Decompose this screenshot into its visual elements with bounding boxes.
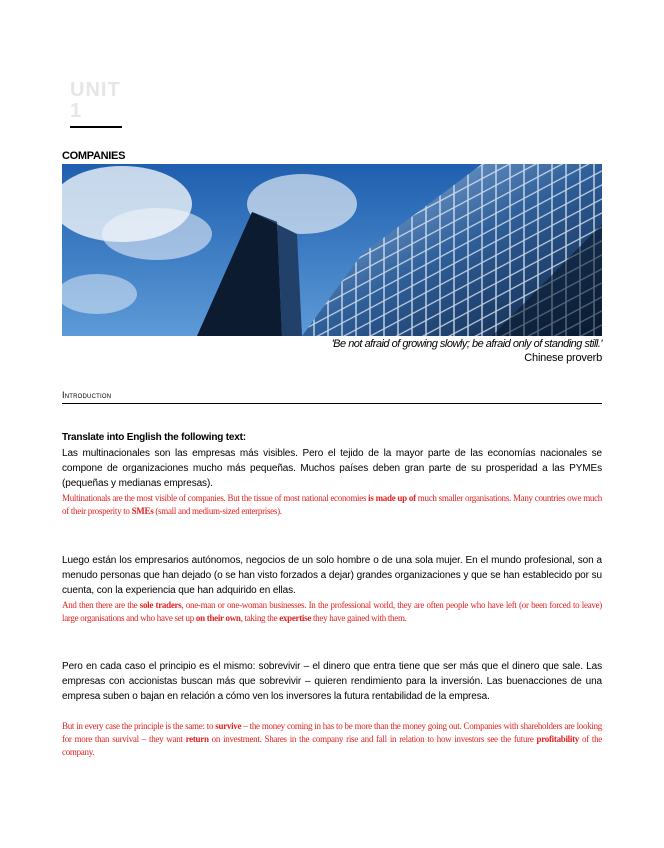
english-paragraph-3: But in every case the principle is the same: to survive – the money coming in has to be more than the money going out. Companies with shareholders are looking for more than survival – they want return on investment. Shares in the company rise and fall in relation to how investors see the future profitability of the company. xyxy=(62,721,602,757)
key-term: expertise xyxy=(279,613,312,623)
introduction-heading: Introduction xyxy=(62,390,112,400)
skyscraper-image xyxy=(62,164,602,336)
unit-label xyxy=(70,80,121,122)
key-term: is made up of xyxy=(368,493,416,503)
english-paragraph-2: And then there are the sole traders, one-man or one-woman businesses. In the professional world, they are often people who have left (or been forced to leave) large organisations and who have set up on their own, taking the expertise they have gained with them. xyxy=(62,600,602,623)
unit-underline xyxy=(70,126,122,128)
key-term: sole traders xyxy=(139,600,182,610)
key-term: SMEs xyxy=(131,506,154,516)
key-term: on their own xyxy=(195,613,241,623)
introduction-rule xyxy=(62,403,602,404)
spanish-paragraph-3: Pero en cada caso el principio es el mismo: sobrevivir – el dinero que entra tiene que ser más que el dinero que sale. Las empresas con accionistas buscan más que sobrevivir – quieren rendimiento para la inversión. Las buenacciones de una empresa suben o bajan en relación a cómo ven los inversores la futura rentabilidad de la empresa. xyxy=(62,661,602,702)
english-paragraph-1: Multinationals are the most visible of companies. But the tissue of most national economies is made up of much smaller organisations. Many countries owe much of their prosperity to SMEs (small and medium-sized enterprises). xyxy=(62,493,602,516)
skyscraper-photo xyxy=(62,164,602,336)
proverb-source: Chinese proverb xyxy=(524,352,602,364)
unit-number: 1 xyxy=(70,100,83,122)
unit-word: UNIT xyxy=(70,79,121,101)
key-term: profitability xyxy=(536,734,579,744)
task-heading: Translate into English the following text: xyxy=(62,432,246,443)
spanish-paragraph-1: Las multinacionales son las empresas más visibles. Pero el tejido de la mayor parte de las economías nacionales se compone de organizaciones mucho más pequeñas. Muchos países deben gran parte de su prosperidad a las PYMEs (pequeñas y medianas empresas). xyxy=(62,448,602,489)
key-term: return xyxy=(185,734,209,744)
section-title: COMPANIES xyxy=(62,150,126,162)
spanish-paragraph-2: Luego están los empresarios autónomos, negocios de un solo hombre o de una sola mujer. En el mundo profesional, son a menudo personas que han dejado (o se han visto forzados a dejar) grandes organizaciones y que se han establecido por su cuenta, con la experiencia que han adquirido en ellas. xyxy=(62,555,602,596)
proverb-quote: 'Be not afraid of growing slowly; be afraid only of standing still.' xyxy=(331,338,602,350)
key-term: survive xyxy=(215,721,242,731)
